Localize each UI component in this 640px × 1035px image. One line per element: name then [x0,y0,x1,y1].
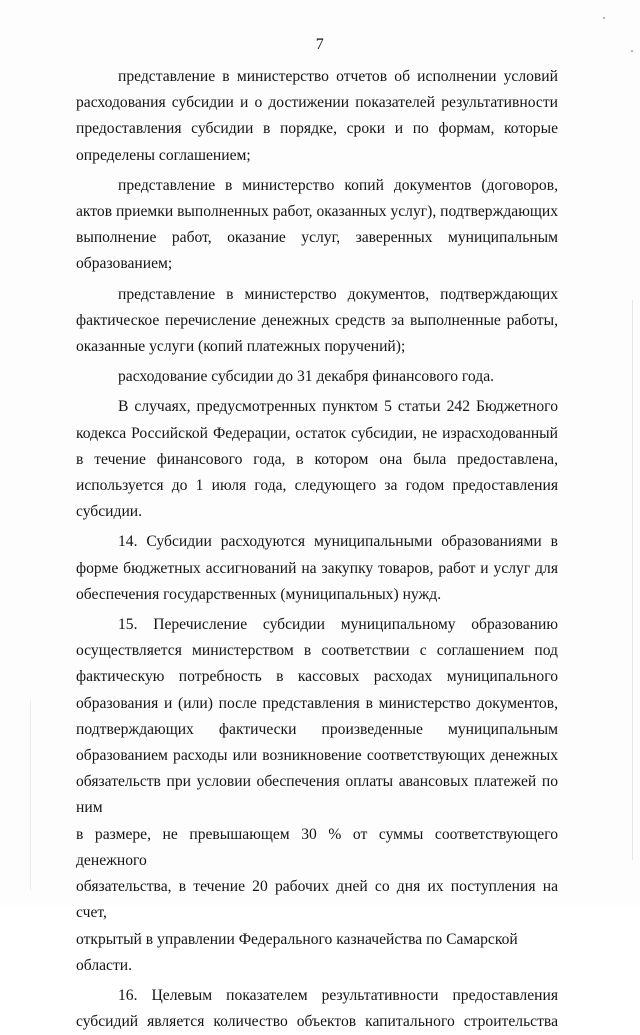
paragraph-16-line: субсидий является количество объектов капитального строительства [76,1013,558,1031]
paragraph-reporting: представление в министерство отчетов об исполнении условий расходования субсидии и о достижении показателей результативности предоставления субсидии в порядке, сроки и по формам, которые определены соглашением; [76,68,558,164]
scan-dot [603,17,605,19]
paragraph-15-line: фактическую потребность в кассовых расходах муниципального [76,668,558,686]
scan-dot [631,50,633,52]
paragraph-15-line: 15. Перечисление субсидии муниципальному образованию [118,616,558,634]
paragraph-spending-deadline: расходование субсидии до 31 декабря финансового года. [118,368,495,386]
paragraph-15-line: открытый в управлении Федерального казначейства по Самарской области. [76,930,518,974]
scan-edge-line [632,300,633,860]
paragraph-payment-documents: представление в министерство документов, подтверждающих фактическое перечисление денежных средств за выполненные работы, оказанные услуги (копий платежных поручений); [76,285,558,356]
paragraph-15 [76,612,558,979]
paragraph-14: 14. Субсидии расходуются муниципальными образованиями в форме бюджетных ассигнований на закупку товаров, работ и услуг для обеспечения государственных (муниципальных) нужд. [76,533,558,603]
paragraph-16-line: 16. Целевым показателем результативности предоставления [118,986,558,1004]
page-number: 7 [315,36,325,53]
paragraph-15-line: образования и (или) после представления в министерство документов, [76,694,558,712]
paragraph-15-line: обязательства, в течение 20 рабочих дней со дня их поступления на счет, [76,878,558,922]
paragraph-15-line: обязательств при условии обеспечения оплаты авансовых платежей по ним [76,773,558,817]
paragraph-15-line: образованием расходы или возникновение соответствующих денежных [76,747,558,765]
paragraph-15-line: в размере, не превышающем 30 % от суммы соответствующего денежного [76,825,558,869]
paragraph-15-line: подтверждающих фактически произведенные муниципальным [76,720,558,738]
paragraph-15-line: осуществляется министерством в соответствии с соглашением под [76,642,558,660]
paragraph-document-copies: представление в министерство копий документов (договоров, актов приемки выполненных работ, оказанных услуг), подтверждающих выполнение работ, оказание услуг, заверенных муниципальным образованием; [76,176,558,273]
paragraph-16 [76,983,558,1035]
scan-edge-line [30,700,31,890]
document-body [76,64,558,1035]
paragraph-budget-code-remainder: В случаях, предусмотренных пунктом 5 статьи 242 Бюджетного кодекса Российской Федерации, остаток субсидии, не израсходованный в течение финансового года, в котором она была предоставлена, используется до 1 июля года, следующего за годом предоставления субсидии. [76,398,558,521]
